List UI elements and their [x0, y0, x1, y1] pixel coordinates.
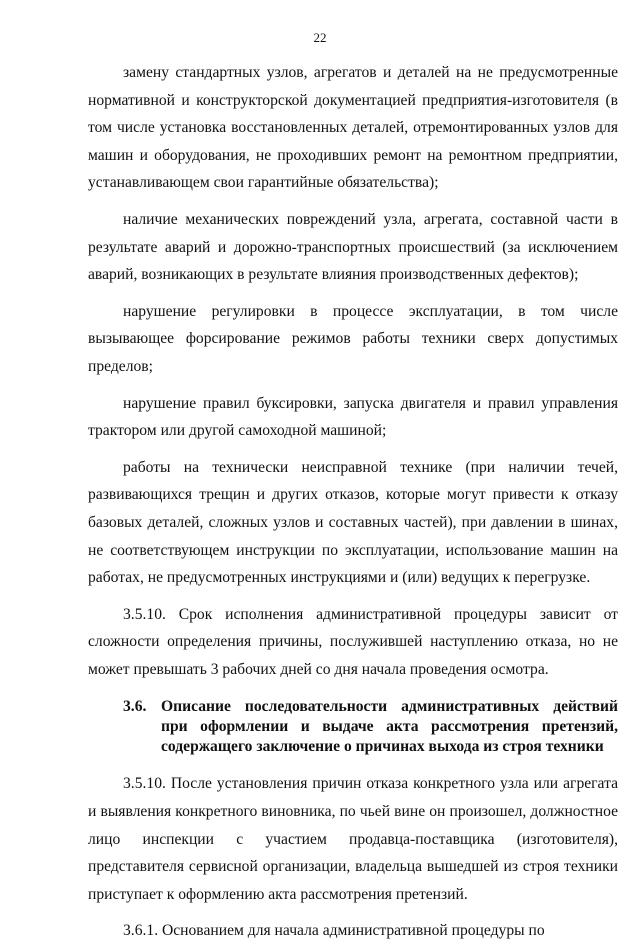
paragraph-replacement-parts: замену стандартных узлов, агрегатов и деталей на не предусмотренные нормативной и конструкторской документацией предприятия-изготовителя (в том числе установка восстановленных деталей, отремонтированных узлов для машин и оборудования, не проходивших ремонт на ремонтном предприятии, устанавливающем свои гарантийные обязательства);	[88, 64, 618, 192]
paragraph-mechanical-damage: наличие механических повреждений узла, агрегата, составной части в результате аварий и дорожно-транспортных происшествий (за исключением аварий, возникающих в результате влияния производственных дефектов);	[88, 210, 618, 284]
paragraph-faulty-equipment: работы на технически неисправной технике (при наличии течей, развивающихся трещин и других отказов, которые могут привести к отказу базовых деталей, сложных узлов и составных частей), при давлении в шинах, не соответствующем инструкции по эксплуатации, использование машин на работах, не предусмотренных инструкциями и (или) ведущих к перегрузке.	[88, 458, 618, 587]
paragraph-adjustment-violation: нарушение регулировки в процессе эксплуатации, в том числе вызывающее форсирование режимов работы техники сверх допустимых пределов;	[88, 302, 618, 375]
section-heading	[123, 697, 618, 757]
paragraph-procedure-basis: 3.6.1. Основанием для начала административной процедуры по	[123, 922, 545, 940]
paragraph-procedure-deadline: 3.5.10. Срок исполнения административной процедуры зависит от сложности определения причины, послужившей наступлению отказа, но не может превышать 3 рабочих дней со дня начала проведения осмотра.	[88, 605, 618, 678]
document-body	[88, 59, 618, 945]
paragraph-act-preparation: 3.5.10. После установления причин отказа конкретного узла или агрегата и выявления конкретного виновника, по чьей вине он произошел, должностное лицо инспекции с участием продавца-поставщика (изготовителя), представителя сервисной организации, владельца вышедшей из строя техники приступает к оформлению акта рассмотрения претензий.	[88, 775, 618, 903]
page-number: 22	[313, 30, 327, 45]
paragraph-towing-violation: нарушение правил буксировки, запуска двигателя и правил управления трактором или другой самоходной машиной;	[88, 394, 618, 440]
section-number: 3.6.	[123, 698, 147, 716]
section-title: Описание последовательности административных действий при оформлении и выдаче акта рассмотрения претензий, содержащего заключение о причинах выхода из строя техники	[161, 698, 618, 756]
